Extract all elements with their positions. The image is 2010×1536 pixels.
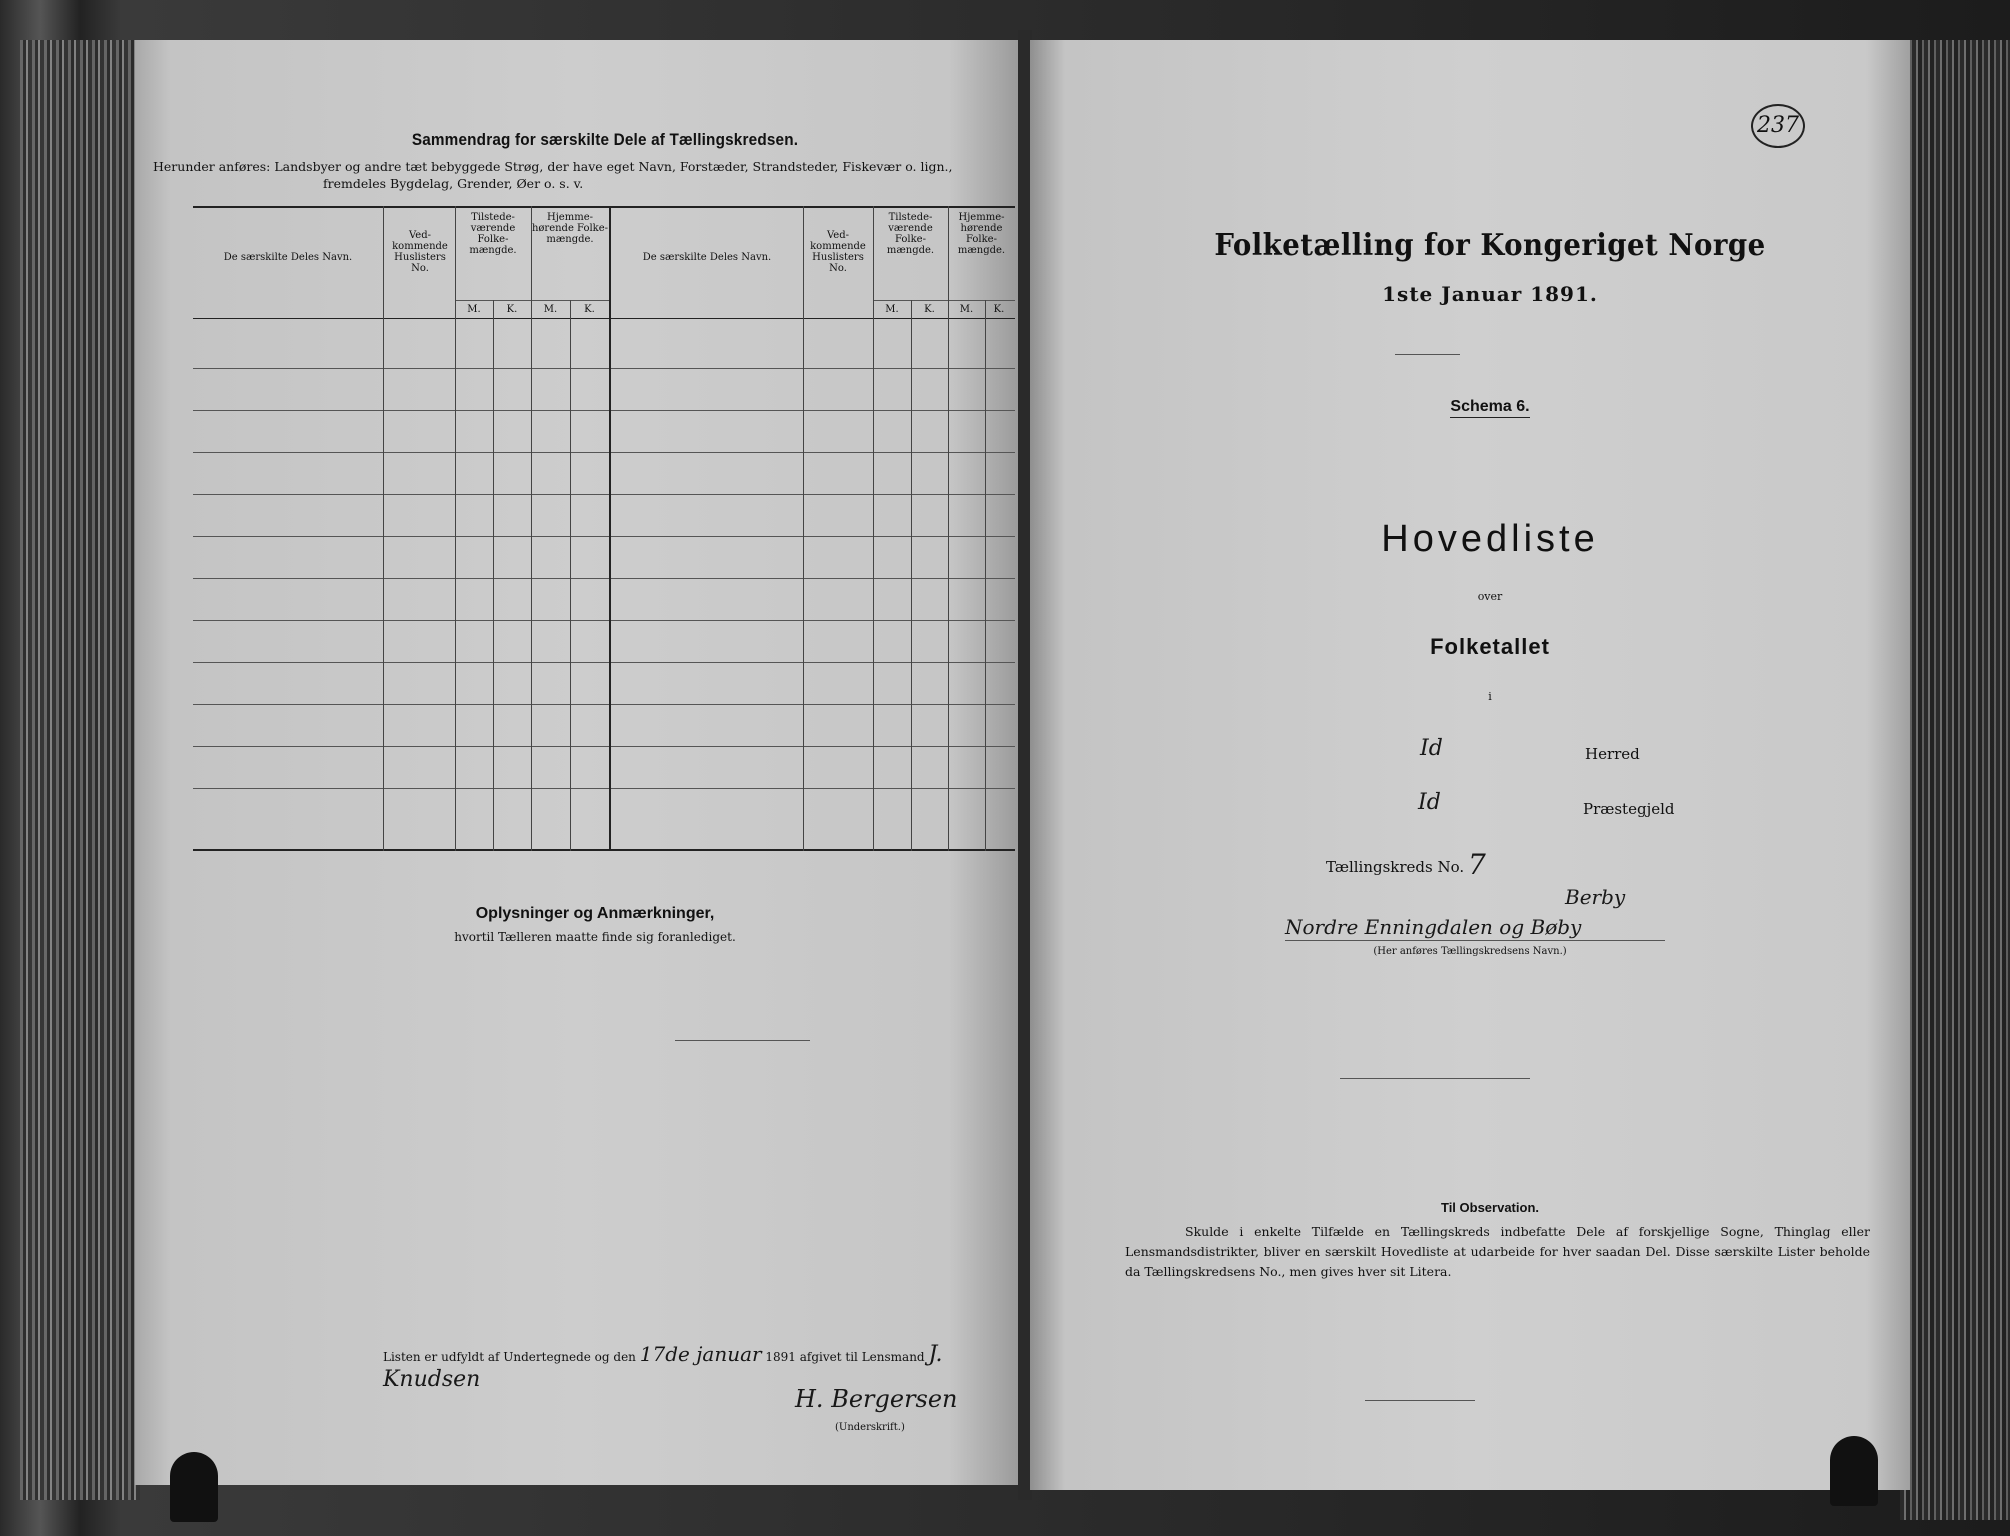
header-subrule [455,300,609,301]
table-row-line [193,746,1015,747]
col-line [873,206,874,851]
handwritten-date: 17de januar [639,1342,762,1366]
hovedliste-heading: Hovedliste [1381,518,1599,560]
table-row-line [193,662,1015,663]
table-row-line [193,704,1015,705]
col-line [911,300,912,851]
col-line [383,206,384,851]
table-row-line [193,620,1015,621]
left-page [135,40,1020,1485]
census-date: 1ste Januar 1891. [1382,282,1598,306]
table-top-rule [193,206,1015,208]
table-header-rule [193,318,1015,319]
header-husliste: Ved-kommende Huslisters No. [392,230,448,274]
observation-title: Til Observation. [1440,1200,1539,1215]
col-line [493,300,494,851]
table-row-line [193,494,1015,495]
herred-label: Herred [1585,745,1640,763]
page-clip [170,1452,218,1522]
taellingskreds-number: 7 [1468,848,1486,881]
header-k: K. [993,304,1005,315]
col-line [985,300,986,851]
header-subrule [873,300,1015,301]
header-m: M. [467,304,481,315]
prestegjeld-label: Præstegjeld [1583,800,1675,818]
handwritten-signature: H. Bergersen [795,1385,958,1413]
signature-year-text: 1891 afgivet til Lensmand [765,1350,925,1364]
col-line [803,206,804,851]
table-row-line [193,368,1015,369]
header-hjemme: Hjemme-hørende Folke-mængde. [531,212,609,245]
kreds-name-note: (Her anføres Tællingskredsens Navn.) [1373,946,1567,957]
col-line [455,206,456,851]
header-m: M. [959,304,974,315]
page-number: 237 [1751,104,1805,148]
header-tilstede: Tilstede-værende Folke-mængde. [886,212,935,256]
folketallet-heading: Folketallet [1430,634,1550,659]
col-line [531,206,532,851]
main-title: Folketælling for Kongeriget Norge [1214,228,1766,263]
header-k: K. [584,304,595,315]
herred-value: Id [1420,736,1443,761]
signature-prefix: Listen er udfyldt af Undertegnede og den [383,1350,636,1364]
over-label: over [1477,590,1503,603]
header-husliste: Ved-kommende Huslisters No. [810,230,866,274]
kreds-name-rule [1285,940,1665,941]
summary-line-1: Herunder anføres: Landsbyer og andre tæt bebyggede Strøg, der have eget Navn, Forstæder, Strandsteder, Fiskevær o. lign., [153,159,953,174]
kreds-name: Nordre Enningdalen og Bøby [1285,915,1582,939]
schema-text: Schema 6. [1450,398,1529,418]
summary-table [193,206,1013,851]
taellingskreds-label: Tællingskreds No. [1326,858,1465,876]
header-m: M. [543,304,558,315]
right-page-edges [1900,40,2010,1520]
header-tilstede: Tilstede-værende Folke-mængde. [469,212,517,256]
remarks-end-rule [675,1040,810,1041]
summary-line-2: fremdeles Bygdelag, Grender, Øer o. s. v. [323,176,584,191]
divider-rule [1395,354,1460,355]
header-hjemme: Hjemme-hørende Folke-mængde. [957,212,1006,256]
i-label: i [1488,690,1492,703]
summary-description [153,158,1013,192]
left-page-edges [20,40,140,1500]
table-row-line [193,410,1015,411]
header-name: De særskilte Deles Navn. [223,252,353,263]
schema-label [1100,398,1880,416]
header-name: De særskilte Deles Navn. [642,252,772,263]
divider-rule [1340,1078,1530,1079]
table-bottom-rule [193,849,1015,851]
underskrift-label: (Underskrift.) [835,1422,905,1433]
divider-rule [1365,1400,1475,1401]
header-k: K. [506,304,518,315]
handwritten-signer: J. Knudsen [383,1342,943,1392]
prestegjeld-value: Id [1418,790,1441,815]
col-line [570,300,571,851]
table-row-line [193,452,1015,453]
page-clip [1830,1436,1878,1506]
summary-title: Sammendrag for særskilte Dele af Tællingskredsen. [411,130,799,149]
remarks-title: Oplysninger og Anmærkninger, [475,905,715,922]
col-line-center [609,206,611,851]
header-m: M. [885,304,899,315]
table-row-line [193,536,1015,537]
header-k: K. [924,304,935,315]
table-row-line [193,578,1015,579]
kreds-name-correction: Berby [1565,885,1626,909]
observation-text: Skulde i enkelte Tilfælde en Tællingskreds indbefatte Dele af forskjellige Sogne, Thinglag eller Lensmandsdistrikter, bliver en særskilt Hovedliste at udarbeide for hver saadan Del. Disse særskilte Lister beholde da Tællingskredsens No., men gives hver sit Litera. [1125,1224,1870,1279]
col-line [948,206,949,851]
remarks-subtitle: hvortil Tælleren maatte finde sig foranlediget. [454,930,736,944]
table-row-line [193,788,1015,789]
